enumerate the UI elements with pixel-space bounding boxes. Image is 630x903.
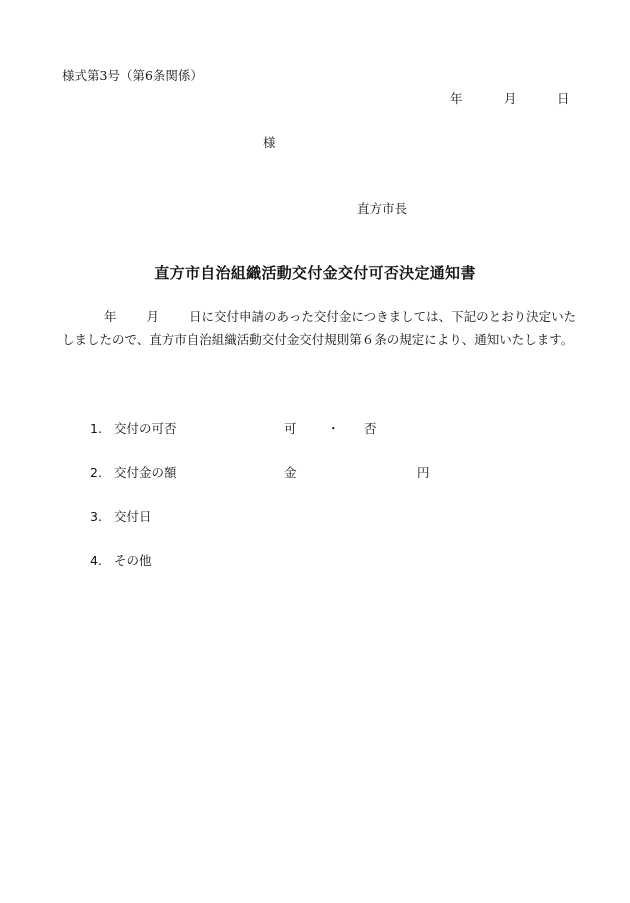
item-number: 1. bbox=[90, 421, 102, 436]
item-number: 2. bbox=[90, 465, 102, 480]
body-month-label: 月 bbox=[146, 309, 160, 324]
approve-option: 可 bbox=[284, 421, 297, 436]
date-year-label: 年 bbox=[450, 91, 463, 106]
item-label: 交付金の額 bbox=[113, 465, 177, 480]
form-number: 様式第3号（第6条関係） bbox=[62, 68, 203, 83]
item-approval bbox=[90, 419, 177, 437]
document-title: 直方市自治組織活動交付金交付可否決定通知書 bbox=[154, 264, 476, 282]
item-label: 交付日 bbox=[113, 509, 152, 524]
date-month-label: 月 bbox=[504, 91, 517, 106]
item-label: 交付の可否 bbox=[113, 421, 177, 436]
item-grant-date bbox=[90, 507, 152, 525]
item-other bbox=[90, 551, 152, 569]
body-text: 日に交付申請のあった交付金につきましては、下記のとおり決定いたしましたので、直方市自治組織活動交付金交付規則第６条の規定により、通知いたします。 bbox=[62, 309, 577, 347]
item-number: 3. bbox=[90, 509, 102, 524]
item-amount bbox=[90, 463, 177, 481]
item-label: その他 bbox=[113, 553, 152, 568]
date-day-label: 日 bbox=[557, 91, 570, 106]
body-paragraph bbox=[62, 305, 584, 351]
item-number: 4. bbox=[90, 553, 102, 568]
amount-unit: 円 bbox=[417, 465, 430, 480]
body-year-label: 年 bbox=[104, 309, 117, 324]
recipient-suffix: 様 bbox=[263, 135, 276, 150]
amount-prefix: 金 bbox=[284, 465, 297, 480]
issuer: 直方市長 bbox=[357, 201, 408, 216]
reject-option: 否 bbox=[364, 421, 377, 436]
separator-dot: ・ bbox=[327, 421, 340, 436]
